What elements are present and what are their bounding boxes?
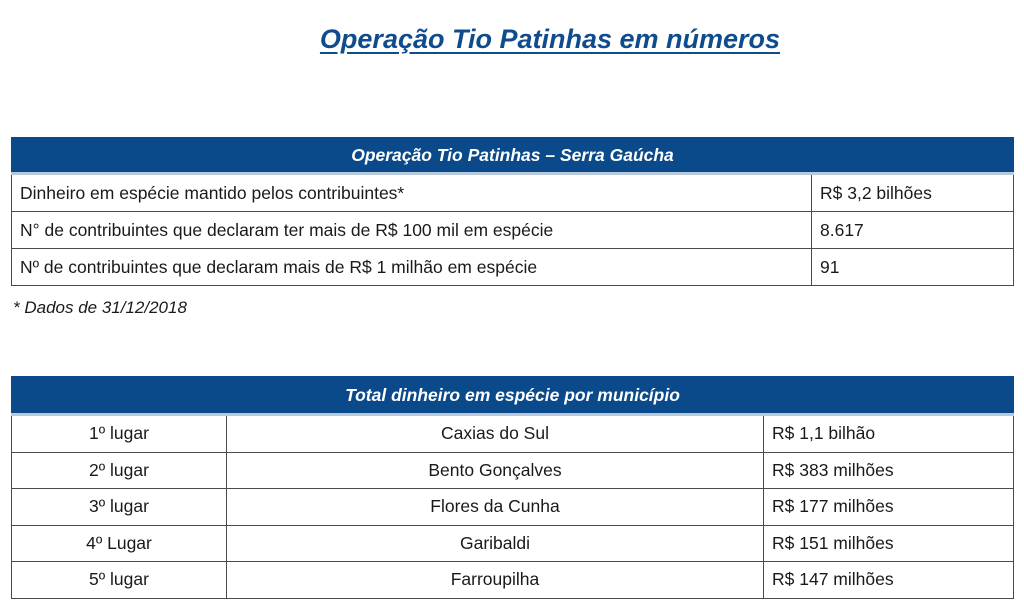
table-row [12,212,1014,249]
summary-table-header: Operação Tio Patinhas – Serra Gaúcha [12,138,1014,174]
footnote: * Dados de 31/12/2018 [13,298,187,317]
row-label: Dinheiro em espécie mantido pelos contribuintes* [12,174,812,212]
municipality-table [11,376,1014,599]
row-value: 8.617 [812,212,1014,249]
summary-table [11,137,1014,286]
rank-cell: 4º Lugar [12,525,227,562]
amount-cell: R$ 151 milhões [764,525,1014,562]
table-row [12,489,1014,526]
table-row [12,562,1014,599]
table-row [12,525,1014,562]
rank-cell: 2º lugar [12,452,227,489]
city-cell: Flores da Cunha [227,489,764,526]
city-cell: Garibaldi [227,525,764,562]
city-cell: Caxias do Sul [227,415,764,453]
rank-cell: 5º lugar [12,562,227,599]
table-row [12,415,1014,453]
table-row [12,452,1014,489]
amount-cell: R$ 383 milhões [764,452,1014,489]
row-label: N° de contribuintes que declaram ter mais de R$ 100 mil em espécie [12,212,812,249]
amount-cell: R$ 1,1 bilhão [764,415,1014,453]
table-row [12,174,1014,212]
municipality-table-header: Total dinheiro em espécie por município [12,377,1014,415]
rank-cell: 1º lugar [12,415,227,453]
amount-cell: R$ 177 milhões [764,489,1014,526]
city-cell: Farroupilha [227,562,764,599]
rank-cell: 3º lugar [12,489,227,526]
municipality-table-header-row [12,377,1014,415]
city-cell: Bento Gonçalves [227,452,764,489]
row-label: Nº de contribuintes que declaram mais de R$ 1 milhão em espécie [12,249,812,286]
page-title: Operação Tio Patinhas em números [319,24,781,54]
row-value: 91 [812,249,1014,286]
table-row [12,249,1014,286]
row-value: R$ 3,2 bilhões [812,174,1014,212]
summary-table-header-row [12,138,1014,174]
amount-cell: R$ 147 milhões [764,562,1014,599]
